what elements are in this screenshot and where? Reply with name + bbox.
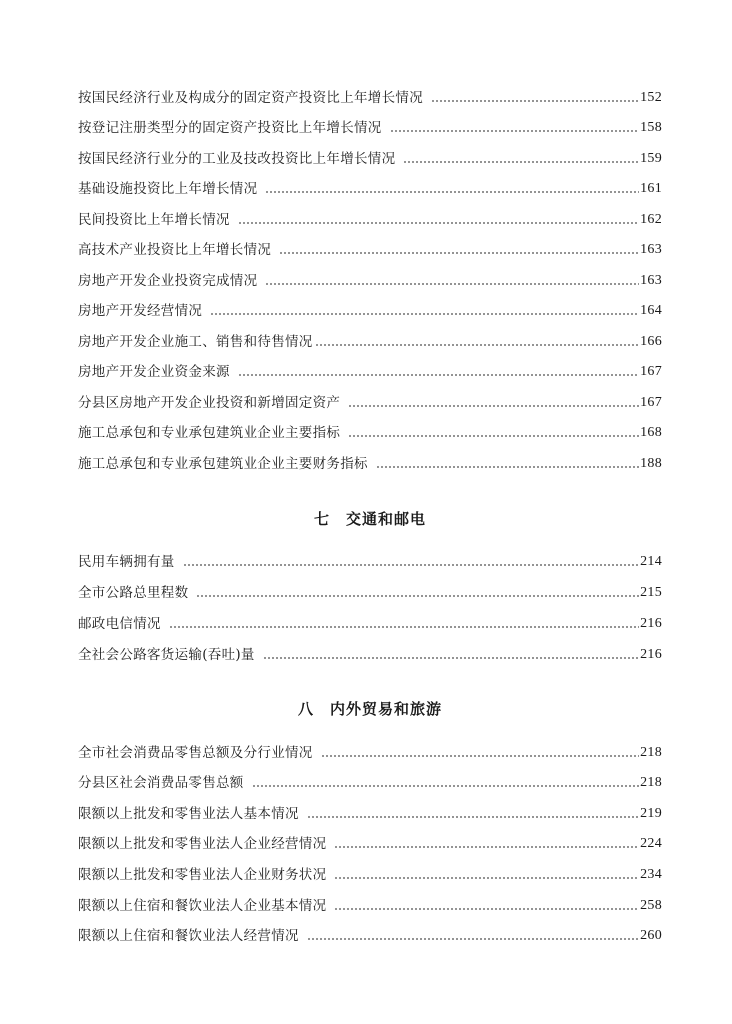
dot-leader — [196, 583, 639, 603]
toc-entry[interactable] — [78, 240, 662, 260]
toc-entry[interactable] — [78, 804, 662, 824]
toc-entry[interactable] — [78, 149, 662, 169]
toc-entry-page: 224 — [640, 836, 662, 851]
toc-entry-page: 218 — [640, 745, 662, 760]
toc-entry-page: 258 — [640, 898, 662, 913]
dot-leader — [334, 896, 639, 916]
toc-entry-page: 234 — [640, 867, 662, 882]
toc-entry-page: 167 — [640, 364, 662, 379]
toc-entry-title: 限额以上批发和零售业法人企业财务状况 — [78, 867, 327, 883]
toc-entry[interactable] — [78, 393, 662, 413]
toc-entry-title: 施工总承包和专业承包建筑业企业主要指标 — [78, 425, 341, 441]
toc-entry[interactable] — [78, 118, 662, 138]
toc-entry-title: 基础设施投资比上年增长情况 — [78, 181, 258, 197]
dot-leader — [169, 614, 639, 634]
toc-entry-title: 房地产开发企业资金来源 — [78, 364, 230, 380]
toc-entry-page: 158 — [640, 120, 662, 135]
toc-entry-title: 限额以上批发和零售业法人基本情况 — [78, 806, 299, 822]
toc-entry-page: 152 — [640, 90, 662, 105]
dot-leader — [403, 149, 639, 169]
toc-entry[interactable] — [78, 865, 662, 885]
toc-entry-title: 分县区房地产开发企业投资和新增固定资产 — [78, 395, 341, 411]
toc-entry[interactable] — [78, 926, 662, 946]
toc-entry-title: 限额以上住宿和餐饮业法人经营情况 — [78, 928, 299, 944]
toc-entry-title: 限额以上批发和零售业法人企业经营情况 — [78, 836, 327, 852]
toc-entry-page: 166 — [640, 334, 662, 349]
dot-leader — [238, 362, 639, 382]
toc-entry[interactable] — [78, 362, 662, 382]
toc-entry-page: 216 — [640, 647, 662, 662]
toc-entry-title: 按登记注册类型分的固定资产投资比上年增长情况 — [78, 120, 382, 136]
toc-entry[interactable] — [78, 332, 662, 352]
section-heading-transport — [78, 508, 662, 529]
toc-entry[interactable] — [78, 301, 662, 321]
dot-leader — [307, 804, 639, 824]
section-number: 七 — [313, 510, 330, 528]
toc-entry[interactable] — [78, 552, 662, 572]
toc-entry-page: 164 — [640, 303, 662, 318]
dot-leader — [183, 552, 639, 572]
toc-entry-page: 214 — [640, 554, 662, 569]
toc-entry[interactable] — [78, 583, 662, 603]
toc-entry[interactable] — [78, 88, 662, 108]
toc-entry-title: 高技术产业投资比上年增长情况 — [78, 242, 272, 258]
dot-leader — [321, 743, 639, 763]
dot-leader — [348, 393, 639, 413]
toc-entry-page: 216 — [640, 616, 662, 631]
toc-entry-title: 全市公路总里程数 — [78, 585, 189, 601]
dot-leader — [390, 118, 639, 138]
section-title: 交通和邮电 — [346, 510, 427, 528]
toc-entry[interactable] — [78, 210, 662, 230]
toc-entry-title: 限额以上住宿和餐饮业法人企业基本情况 — [78, 898, 327, 914]
dot-leader — [263, 645, 639, 665]
dot-leader — [315, 332, 639, 352]
dot-leader — [376, 454, 639, 474]
toc-entry[interactable] — [78, 773, 662, 793]
toc-entry-title: 全社会公路客货运输(吞吐)量 — [78, 647, 255, 663]
toc-entry-page: 161 — [640, 181, 662, 196]
toc-entry-title: 民用车辆拥有量 — [78, 554, 175, 570]
toc-entry-page: 168 — [640, 425, 662, 440]
toc-entry-page: 215 — [640, 585, 662, 600]
toc-entry-page: 218 — [640, 775, 662, 790]
toc-entry[interactable] — [78, 896, 662, 916]
toc-entry[interactable] — [78, 271, 662, 291]
dot-leader — [238, 210, 639, 230]
toc-entry[interactable] — [78, 454, 662, 474]
toc-entry-title: 民间投资比上年增长情况 — [78, 212, 230, 228]
toc-entry-page: 162 — [640, 212, 662, 227]
toc-entry-title: 全市社会消费品零售总额及分行业情况 — [78, 745, 313, 761]
toc-entry[interactable] — [78, 834, 662, 854]
toc-entry-page: 219 — [640, 806, 662, 821]
toc-entry[interactable] — [78, 179, 662, 199]
toc-entry-page: 188 — [640, 456, 662, 471]
dot-leader — [431, 88, 639, 108]
section-title: 内外贸易和旅游 — [330, 700, 443, 718]
dot-leader — [348, 423, 639, 443]
dot-leader — [334, 834, 639, 854]
toc-entry-page: 167 — [640, 395, 662, 410]
toc-entry[interactable] — [78, 423, 662, 443]
toc-entry-title: 按国民经济行业分的工业及技改投资比上年增长情况 — [78, 151, 396, 167]
dot-leader — [279, 240, 639, 260]
toc-entry-title: 房地产开发企业投资完成情况 — [78, 273, 258, 289]
toc-entry-page: 159 — [640, 151, 662, 166]
toc-entry[interactable] — [78, 645, 662, 665]
toc-entry-title: 施工总承包和专业承包建筑业企业主要财务指标 — [78, 456, 368, 472]
toc-entry-page: 163 — [640, 273, 662, 288]
dot-leader — [265, 179, 639, 199]
toc-entry-title: 邮政电信情况 — [78, 616, 161, 632]
dot-leader — [210, 301, 639, 321]
toc-entry-page: 260 — [640, 928, 662, 943]
dot-leader — [334, 865, 639, 885]
toc-entry-title: 分县区社会消费品零售总额 — [78, 775, 244, 791]
toc-entry-page: 163 — [640, 242, 662, 257]
toc-entry[interactable] — [78, 743, 662, 763]
dot-leader — [307, 926, 639, 946]
toc-entry-title: 房地产开发企业施工、销售和待售情况 — [78, 334, 313, 350]
dot-leader — [252, 773, 639, 793]
toc-entry[interactable] — [78, 614, 662, 634]
toc-entry-title: 房地产开发经营情况 — [78, 303, 203, 319]
section-heading-trade-tourism — [78, 698, 662, 719]
dot-leader — [265, 271, 639, 291]
toc-entry-title: 按国民经济行业及构成分的固定资产投资比上年增长情况 — [78, 90, 423, 106]
section-number: 八 — [297, 700, 314, 718]
